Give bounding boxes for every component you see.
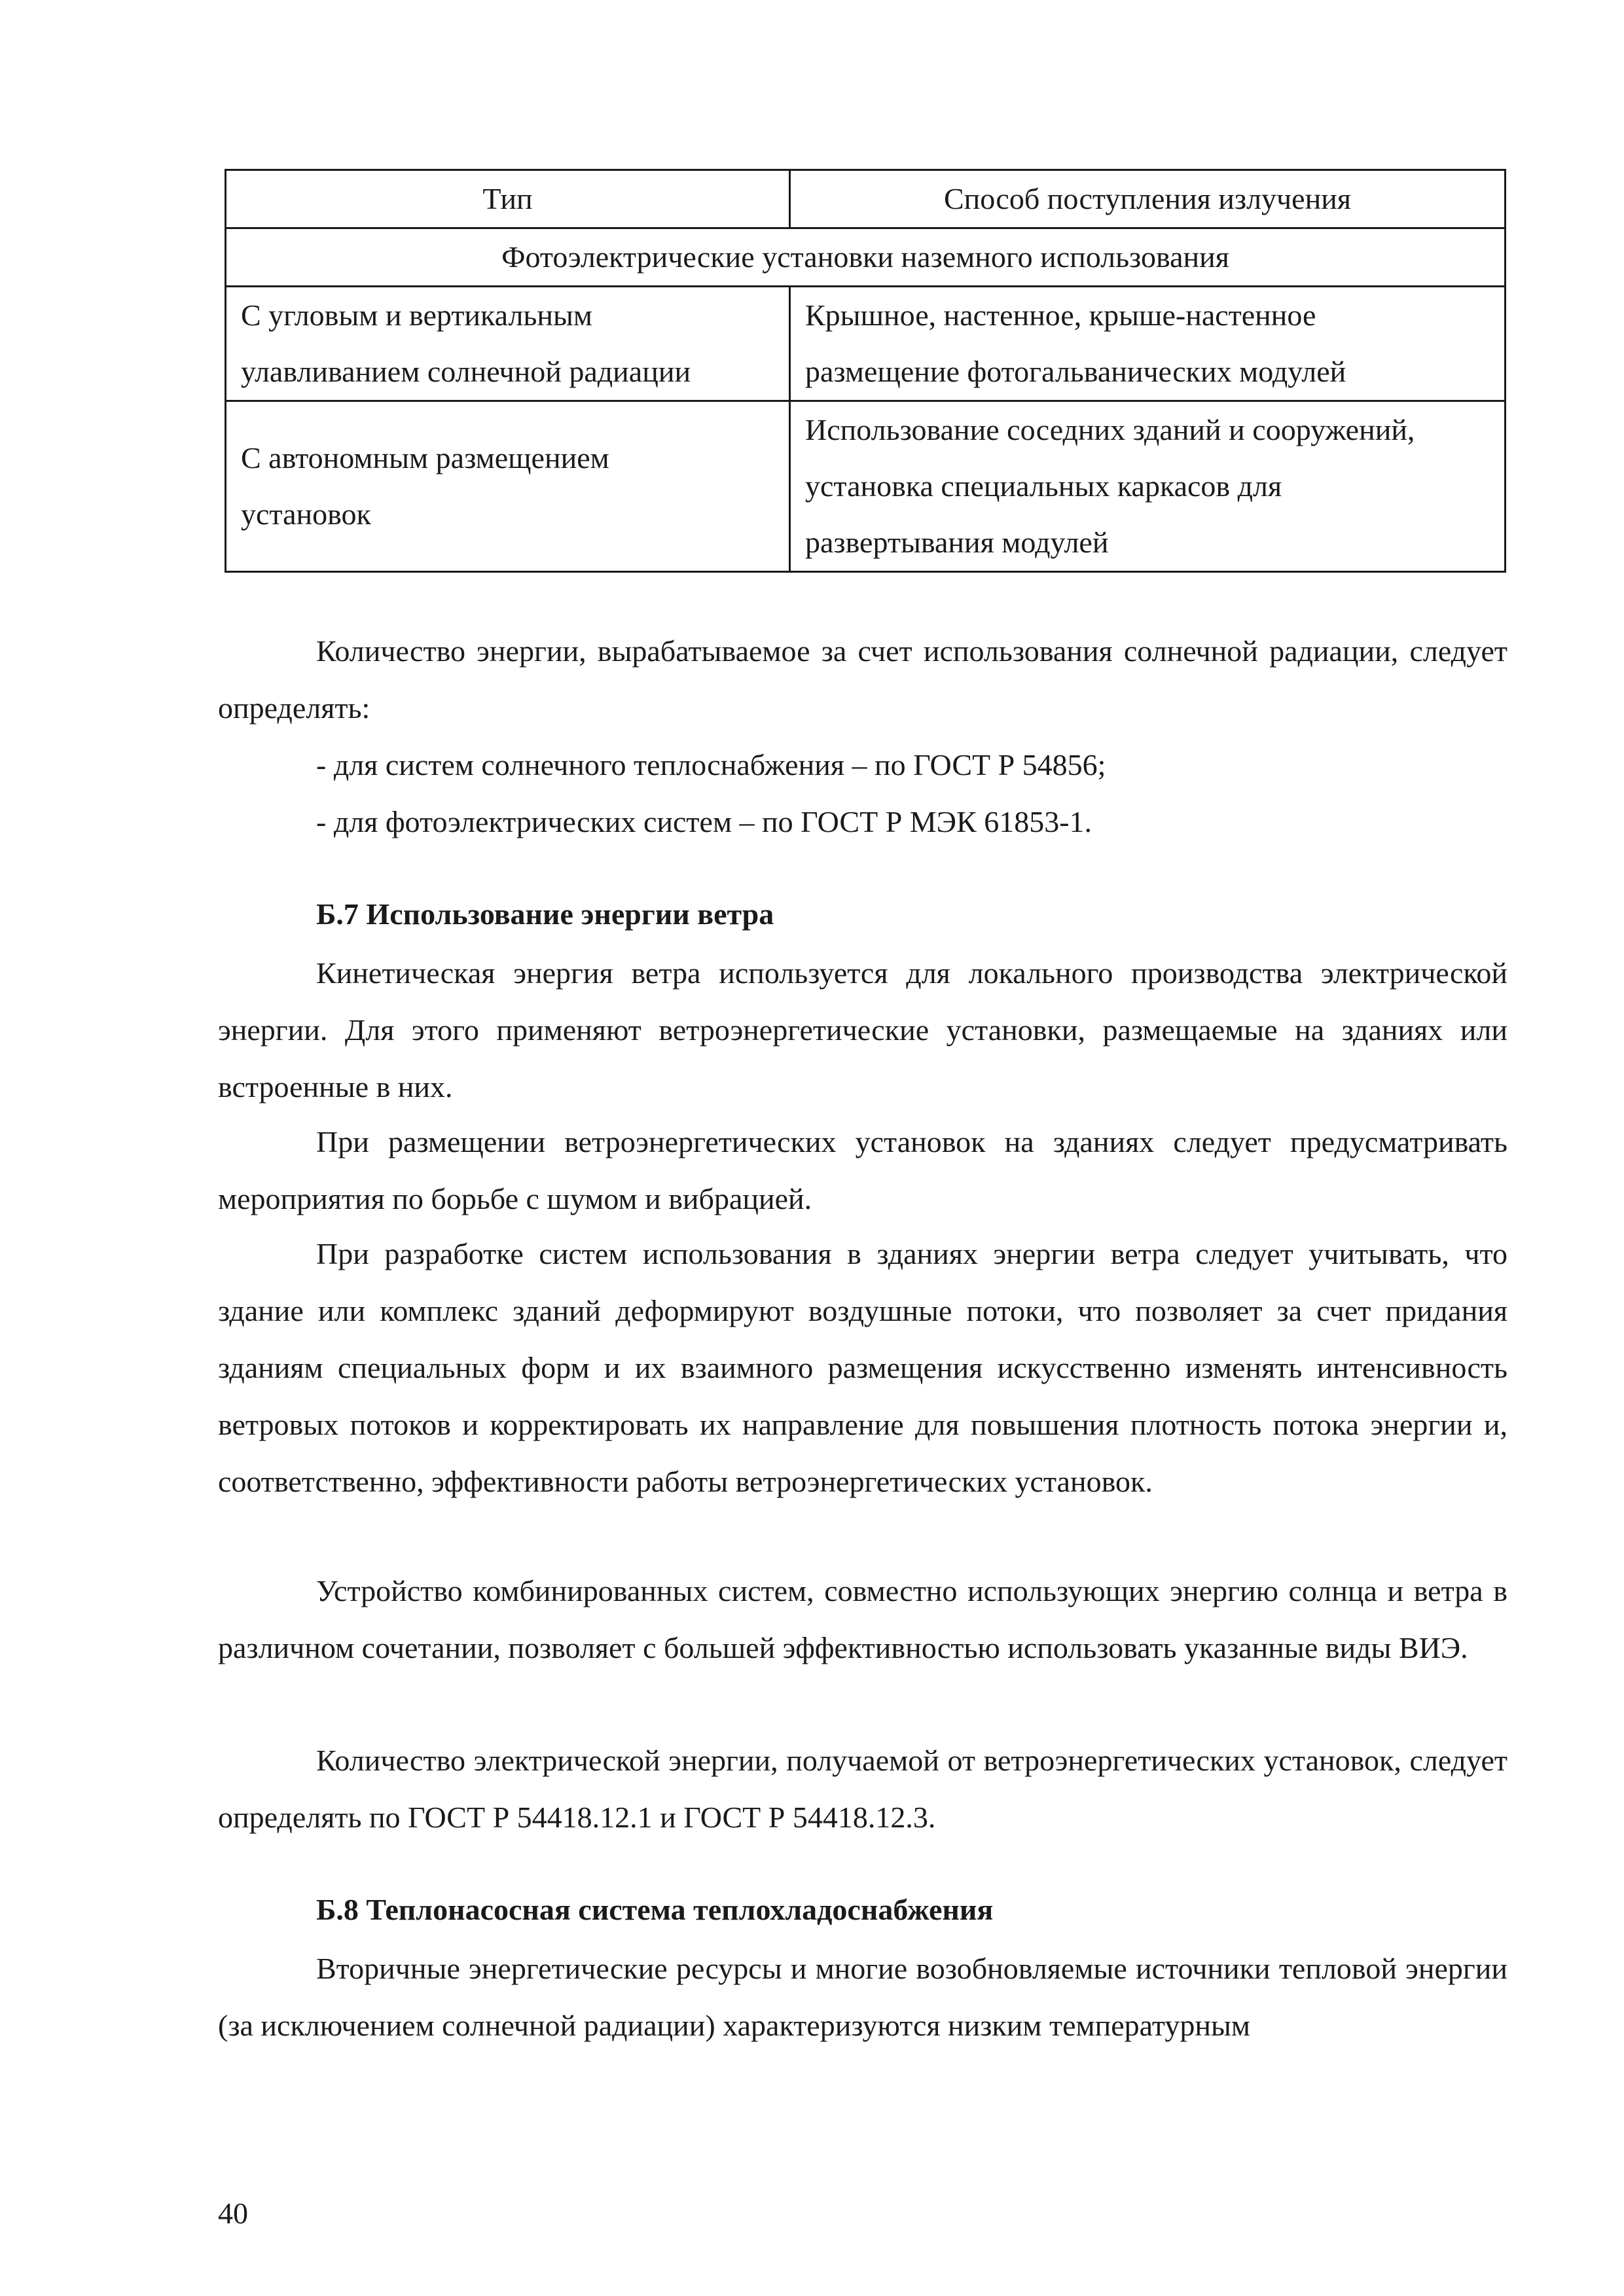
table-section-row	[226, 228, 1506, 287]
cell-line: размещение фотогальванических модулей	[805, 355, 1346, 388]
table-cell-method	[790, 401, 1506, 572]
cell-line: С автономным размещением	[241, 441, 609, 475]
paragraph: При размещении ветроэнергетических установок на зданиях следует предусматривать мероприятия по борьбе с шумом и вибрацией.	[218, 1125, 1507, 1215]
table-section-title: Фотоэлектрические установки наземного использования	[226, 228, 1506, 287]
table-cell-type	[226, 287, 790, 401]
cell-line: развертывания модулей	[805, 526, 1109, 559]
table-cell-type	[226, 401, 790, 572]
paragraph: Количество электрической энергии, получаемой от ветроэнергетических установок, следует определять по ГОСТ Р 54418.12.1 и ГОСТ Р 54418.12.3.	[218, 1744, 1507, 1834]
cell-line: Использование соседних зданий и сооружений,	[805, 413, 1415, 446]
cell-line: установка специальных каркасов для	[805, 469, 1282, 503]
table-row	[226, 287, 1506, 401]
table-row	[226, 401, 1506, 572]
page-number: 40	[218, 2197, 248, 2230]
table-header-method: Способ поступления излучения	[790, 170, 1506, 228]
list-item: - для систем солнечного теплоснабжения – по ГОСТ Р 54856;	[316, 748, 1106, 781]
paragraph: При разработке систем использования в зданиях энергии ветра следует учитывать, что здание или комплекс зданий деформируют воздушные потоки, что позволяет за счет придания зданиям специальных форм и их взаимного размещения искусственно изменять интенсивность ветровых потоков и корректировать их направление для повышения плотность потока энергии и, соответственно, эффективности работы ветроэнергетических установок.	[218, 1237, 1507, 1498]
table-header-row	[226, 170, 1506, 228]
cell-line: С угловым и вертикальным	[241, 298, 593, 332]
radiation-table	[225, 169, 1506, 573]
cell-line: установок	[241, 497, 371, 531]
table-cell-method	[790, 287, 1506, 401]
paragraph: Кинетическая энергия ветра используется для локального производства электрической энергии. Для этого применяют ветроэнергетические установки, размещаемые на зданиях или встроенные в них.	[218, 956, 1507, 1103]
section-heading-b7: Б.7 Использование энергии ветра	[316, 897, 774, 931]
cell-line: улавливанием солнечной радиации	[241, 355, 691, 388]
cell-line: Крышное, настенное, крыше-настенное	[805, 298, 1316, 332]
list-item: - для фотоэлектрических систем – по ГОСТ Р МЭК 61853-1.	[316, 805, 1092, 838]
paragraph: Устройство комбинированных систем, совместно использующих энергию солнца и ветра в различном сочетании, позволяет с большей эффективностью использовать указанные виды ВИЭ.	[218, 1574, 1507, 1664]
table-header-type: Тип	[226, 170, 790, 228]
paragraph-energy: Количество энергии, вырабатываемое за счет использования солнечной радиации, следует определять:	[218, 634, 1507, 725]
paragraph: Вторичные энергетические ресурсы и многие возобновляемые источники тепловой энергии (за исключением солнечной радиации) характеризуются низким температурным	[218, 1952, 1507, 2042]
section-heading-b8: Б.8 Теплонасосная система теплохладоснабжения	[316, 1893, 994, 1926]
